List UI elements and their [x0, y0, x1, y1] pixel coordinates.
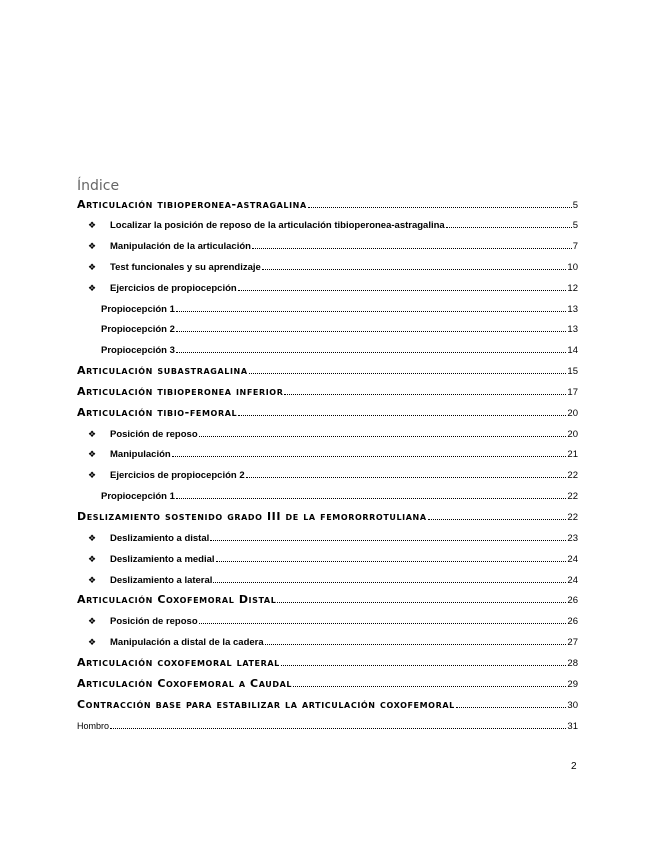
diamond-bullet-icon: ❖ — [88, 449, 97, 459]
toc-entry[interactable] — [101, 343, 578, 357]
dot-leader — [281, 656, 567, 666]
toc-entry-label: Articulación Coxofemoral Distal — [77, 593, 277, 606]
dot-leader — [238, 281, 567, 291]
toc-entry[interactable] — [77, 656, 578, 670]
toc-entry[interactable] — [88, 447, 578, 461]
toc-entry-page: 26 — [567, 595, 578, 606]
toc-entry-label: Propiocepción 1 — [101, 491, 175, 502]
dot-leader — [176, 302, 567, 312]
dot-leader — [238, 406, 566, 416]
dot-leader — [428, 510, 567, 520]
diamond-bullet-icon: ❖ — [88, 241, 97, 251]
toc-entry-page: 12 — [567, 283, 578, 294]
toc-entry-page: 10 — [567, 262, 578, 273]
dot-leader — [176, 343, 567, 353]
dot-leader — [284, 385, 566, 395]
diamond-bullet-icon: ❖ — [88, 220, 97, 230]
toc-entry-page: 21 — [567, 449, 578, 460]
toc-entry-label: Propiocepción 3 — [101, 345, 175, 356]
toc-entry-page: 23 — [567, 533, 578, 544]
toc-entry-label: Deslizamiento a distal — [110, 533, 210, 544]
diamond-bullet-icon: ❖ — [88, 283, 97, 293]
toc-entry[interactable] — [88, 260, 578, 274]
diamond-bullet-icon: ❖ — [88, 533, 97, 543]
toc-entry-page: 14 — [567, 345, 578, 356]
toc-entry-label: Propiocepción 2 — [101, 324, 175, 335]
dot-leader — [446, 218, 572, 228]
toc-entry-page: 27 — [567, 637, 578, 648]
toc-entry[interactable] — [88, 218, 578, 232]
toc-entry-page: 7 — [572, 241, 578, 252]
toc-entry-page: 5 — [572, 200, 578, 211]
dot-leader — [249, 364, 567, 374]
dot-leader — [246, 468, 567, 478]
dot-leader — [176, 489, 567, 499]
toc-entry-label: Articulación tibio-femoral — [77, 406, 238, 419]
toc-entry-label: Posición de reposo — [110, 616, 198, 627]
dot-leader — [199, 427, 567, 437]
toc-entry-label: Manipulación de la articulación — [110, 241, 251, 252]
toc-entry-label: Posición de reposo — [110, 429, 198, 440]
diamond-bullet-icon: ❖ — [88, 637, 97, 647]
toc-entry-label: Manipulación — [110, 449, 171, 460]
toc-entry-page: 20 — [567, 429, 578, 440]
toc-entry[interactable] — [88, 281, 578, 295]
toc-entry[interactable] — [88, 635, 578, 649]
diamond-bullet-icon: ❖ — [88, 575, 97, 585]
toc-entry-label: Deslizamiento a lateral — [110, 575, 213, 586]
toc-entry[interactable] — [77, 385, 578, 399]
toc-entry-page: 22 — [567, 491, 578, 502]
dot-leader — [213, 573, 566, 583]
toc-entry-page: 20 — [567, 408, 578, 419]
toc-entry[interactable] — [88, 239, 578, 253]
dot-leader — [210, 531, 566, 541]
dot-leader — [176, 322, 567, 332]
toc-entry-label: Articulación tibioperonea inferior — [77, 385, 284, 398]
toc-entry[interactable] — [88, 614, 578, 628]
toc-entry-label: Deslizamiento sostenido grado III de la femororrotuliana — [77, 510, 427, 523]
toc-entry-page: 24 — [567, 575, 578, 586]
toc-entry[interactable] — [77, 698, 578, 712]
dot-leader — [265, 635, 567, 645]
toc-entry-label: Localizar la posición de reposo de la articulación tibioperonea-astragalina — [110, 220, 445, 231]
toc-entry-page: 5 — [572, 220, 578, 231]
diamond-bullet-icon: ❖ — [88, 262, 97, 272]
toc-entry[interactable] — [88, 427, 578, 441]
page-number: 2 — [571, 761, 577, 772]
toc-entry[interactable] — [77, 510, 578, 524]
dot-leader — [293, 677, 566, 687]
toc-entry[interactable] — [77, 677, 578, 691]
toc-entry[interactable] — [101, 302, 578, 316]
diamond-bullet-icon: ❖ — [88, 554, 97, 564]
toc-entry-page: 13 — [567, 304, 578, 315]
toc-entry-label: Manipulación a distal de la cadera — [110, 637, 264, 648]
toc-entry-label: Contracción base para estabilizar la articulación coxofemoral — [77, 698, 455, 711]
toc-entry-page: 28 — [567, 658, 578, 669]
dot-leader — [456, 698, 567, 708]
dot-leader — [216, 552, 567, 562]
toc-entry-label: Articulación Coxofemoral a Caudal — [77, 677, 293, 690]
diamond-bullet-icon: ❖ — [88, 616, 97, 626]
dot-leader — [199, 614, 567, 624]
toc-entry[interactable] — [77, 593, 578, 607]
toc-entry-label: Deslizamiento a medial — [110, 554, 215, 565]
toc-entry-page: 30 — [567, 700, 578, 711]
toc-entry-page: 26 — [567, 616, 578, 627]
toc-title: Índice — [77, 178, 120, 194]
toc-entry-label: Ejercicios de propiocepción 2 — [110, 470, 245, 481]
dot-leader — [110, 719, 566, 729]
toc-entry[interactable] — [77, 198, 578, 212]
toc-entry-label: Articulación tibioperonea-astragalina — [77, 198, 307, 211]
toc-entry-label: Articulación subastragalina — [77, 364, 248, 377]
dot-leader — [262, 260, 567, 270]
toc-entry[interactable] — [77, 406, 578, 420]
toc-entry-label: Test funcionales y su aprendizaje — [110, 262, 261, 273]
toc-entry[interactable] — [88, 531, 578, 545]
toc-entry-page: 15 — [567, 366, 578, 377]
toc-entry[interactable] — [101, 489, 578, 503]
toc-entry-page: 29 — [567, 679, 578, 690]
toc-entry[interactable] — [77, 364, 578, 378]
dot-leader — [308, 198, 572, 208]
toc-entry-page: 22 — [567, 470, 578, 481]
diamond-bullet-icon: ❖ — [88, 470, 97, 480]
toc-entry-label: Hombro — [77, 721, 110, 731]
toc-entry[interactable] — [77, 719, 578, 733]
toc-entry-label: Ejercicios de propiocepción — [110, 283, 237, 294]
toc-entry[interactable] — [101, 322, 578, 336]
toc-entry-page: 13 — [567, 324, 578, 335]
toc-entry-page: 31 — [567, 721, 578, 732]
diamond-bullet-icon: ❖ — [88, 429, 97, 439]
toc-entry-page: 22 — [567, 512, 578, 523]
dot-leader — [172, 447, 567, 457]
toc-entry[interactable] — [88, 552, 578, 566]
dot-leader — [277, 593, 566, 603]
toc-entry-page: 17 — [567, 387, 578, 398]
toc-entry-page: 24 — [567, 554, 578, 565]
toc-entry[interactable] — [88, 468, 578, 482]
toc-entry[interactable] — [88, 573, 578, 587]
toc-entry-label: Propiocepción 1 — [101, 304, 175, 315]
toc-entry-label: Articulación coxofemoral lateral — [77, 656, 280, 669]
dot-leader — [252, 239, 572, 249]
